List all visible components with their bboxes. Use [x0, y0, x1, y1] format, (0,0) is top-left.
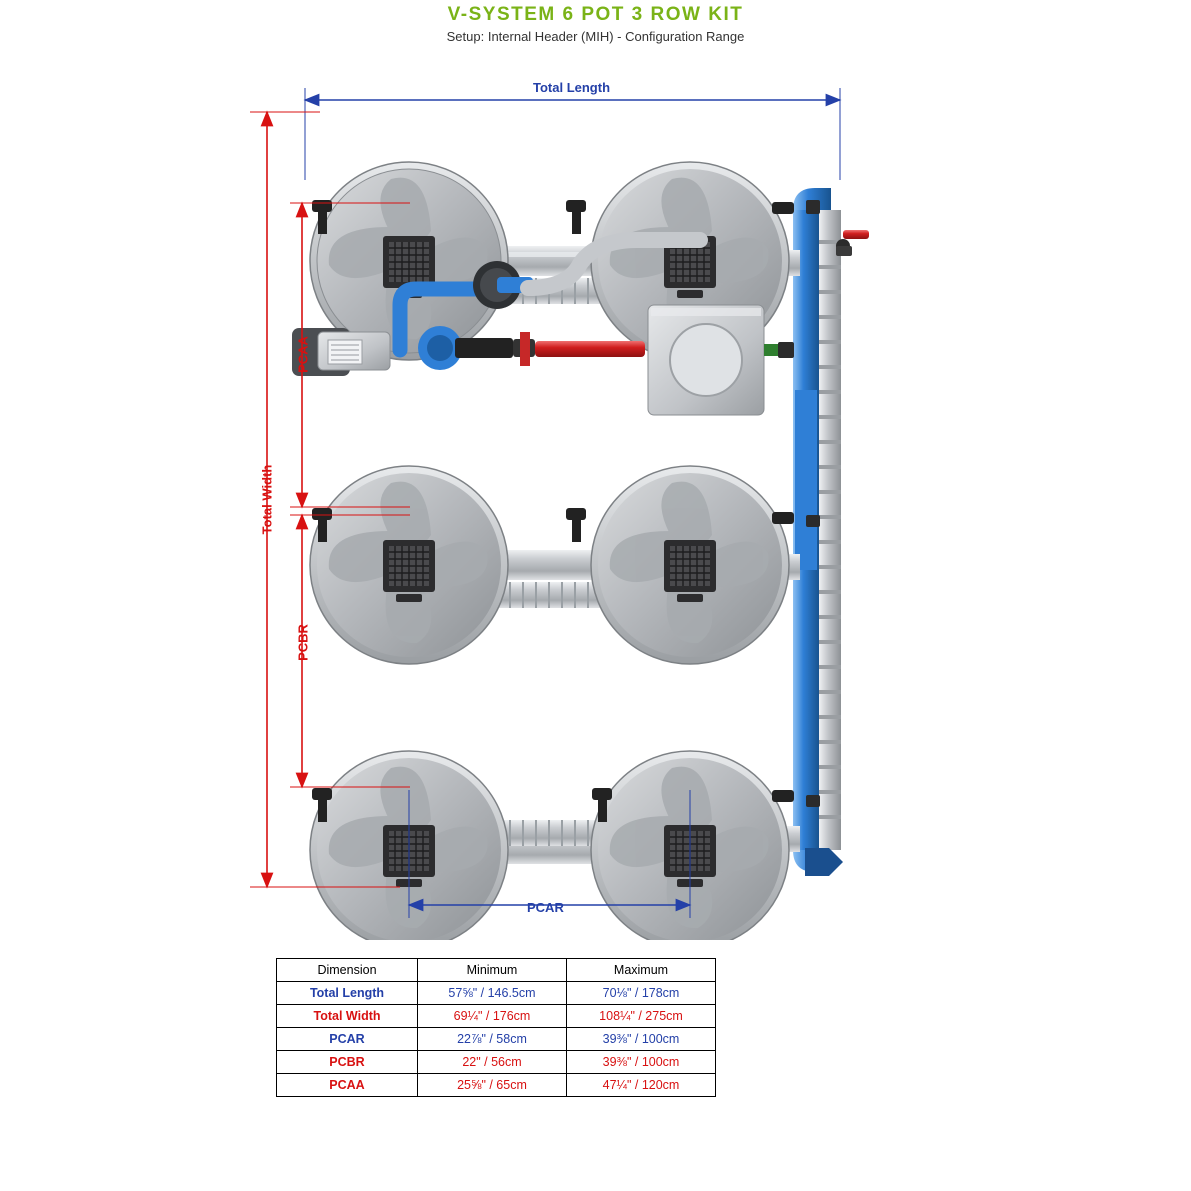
row-max-total-length: 70⅛" / 178cm	[567, 982, 716, 1005]
dim-label-pcaa: PCAA	[295, 336, 311, 373]
dimension-table	[276, 958, 716, 1097]
row-min-total-width: 69¼" / 176cm	[418, 1005, 567, 1028]
pot	[310, 466, 508, 664]
row-name-pcbr: PCBR	[277, 1051, 418, 1074]
table-row	[277, 1074, 716, 1097]
dim-label-total-length: Total Length	[533, 80, 611, 95]
table-row	[277, 982, 716, 1005]
row-min-pcar: 22⅞" / 58cm	[418, 1028, 567, 1051]
row-min-pcaa: 25⅝" / 65cm	[418, 1074, 567, 1097]
system-diagram	[0, 60, 1191, 940]
main-manifold	[793, 188, 869, 876]
row-max-pcbr: 39⅜" / 100cm	[567, 1051, 716, 1074]
diagram-svg	[0, 60, 1191, 940]
table-row	[277, 1028, 716, 1051]
row-max-pcaa: 47¼" / 120cm	[567, 1074, 716, 1097]
row-max-total-width: 108¼" / 275cm	[567, 1005, 716, 1028]
col-dimension: Dimension	[277, 959, 418, 982]
row-name-total-length: Total Length	[277, 982, 418, 1005]
row-min-pcbr: 22" / 56cm	[418, 1051, 567, 1074]
row-name-pcar: PCAR	[277, 1028, 418, 1051]
pot	[591, 466, 789, 664]
dim-label-pcar: PCAR	[527, 900, 564, 915]
dim-label-total-width: Total Width	[259, 464, 275, 535]
pot-row-2	[310, 466, 800, 664]
row-min-total-length: 57⅝" / 146.5cm	[418, 982, 567, 1005]
row-name-total-width: Total Width	[277, 1005, 418, 1028]
table-header-row	[277, 959, 716, 982]
table-row	[277, 1051, 716, 1074]
page-subtitle: Setup: Internal Header (MIH) - Configuration Range	[446, 29, 745, 44]
dim-label-pcbr: PCBR	[295, 624, 311, 661]
page-title: V-SYSTEM 6 POT 3 ROW KIT	[447, 4, 744, 25]
col-minimum: Minimum	[418, 959, 567, 982]
col-maximum: Maximum	[567, 959, 716, 982]
row-name-pcaa: PCAA	[277, 1074, 418, 1097]
table-row	[277, 1005, 716, 1028]
row-max-pcar: 39⅜" / 100cm	[567, 1028, 716, 1051]
